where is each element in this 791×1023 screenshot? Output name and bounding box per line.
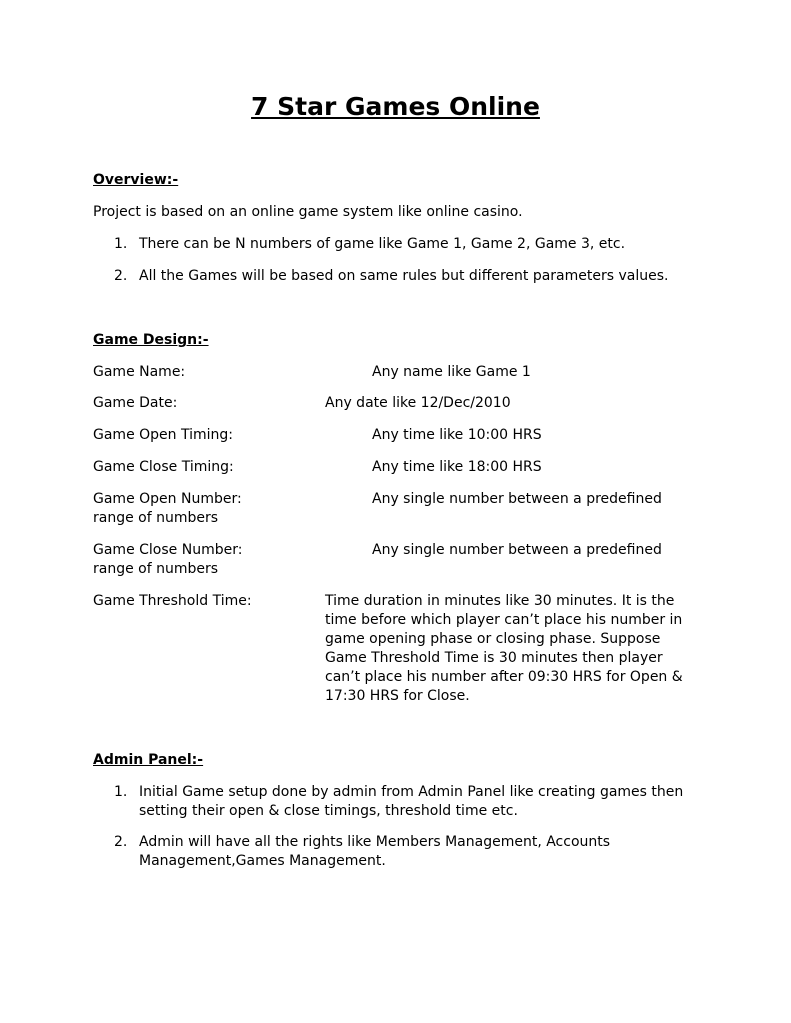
field-label-game-date: Game Date: — [93, 395, 178, 411]
overview-heading: Overview:- — [93, 172, 179, 188]
list-text: Management,Games Management. — [139, 853, 386, 869]
overview-intro: Project is based on an online game system like online casino. — [93, 204, 523, 220]
list-text: setting their open & close timings, threshold time etc. — [139, 803, 518, 819]
field-value-threshold-line: Time duration in minutes like 30 minutes. It is the — [325, 593, 675, 609]
list-text: All the Games will be based on same rules but different parameters values. — [139, 268, 669, 284]
list-number: 1. — [114, 236, 128, 252]
admin-panel-heading: Admin Panel:- — [93, 752, 204, 768]
field-value-threshold-line: game opening phase or closing phase. Suppose — [325, 631, 661, 647]
field-value-game-date: Any date like 12/Dec/2010 — [325, 395, 511, 411]
field-value-close-number-continuation: range of numbers — [93, 561, 219, 577]
field-value-threshold-line: can’t place his number after 09:30 HRS for Open & — [325, 669, 683, 685]
field-label-game-name: Game Name: — [93, 364, 186, 380]
field-value-threshold-line: 17:30 HRS for Close. — [325, 688, 470, 704]
list-text: There can be N numbers of game like Game 1, Game 2, Game 3, etc. — [139, 236, 626, 252]
document-title: 7 Star Games Online — [251, 92, 540, 121]
field-label-open-timing: Game Open Timing: — [93, 427, 233, 443]
game-design-heading: Game Design:- — [93, 332, 209, 348]
field-label-close-timing: Game Close Timing: — [93, 459, 234, 475]
field-value-open-number-continuation: range of numbers — [93, 510, 219, 526]
list-number: 2. — [114, 268, 128, 284]
field-value-threshold-line: time before which player can’t place his number in — [325, 612, 683, 628]
field-value-close-number: Any single number between a predefined — [372, 542, 662, 558]
field-value-game-name: Any name like Game 1 — [372, 364, 531, 380]
list-number: 2. — [114, 834, 128, 850]
field-label-open-number: Game Open Number: — [93, 491, 242, 507]
list-text: Admin will have all the rights like Members Management, Accounts — [139, 834, 611, 850]
list-text: Initial Game setup done by admin from Admin Panel like creating games then — [139, 784, 684, 800]
field-value-close-timing: Any time like 18:00 HRS — [372, 459, 542, 475]
list-number: 1. — [114, 784, 128, 800]
field-value-threshold-line: Game Threshold Time is 30 minutes then player — [325, 650, 663, 666]
field-value-open-number: Any single number between a predefined — [372, 491, 662, 507]
field-value-open-timing: Any time like 10:00 HRS — [372, 427, 542, 443]
field-label-close-number: Game Close Number: — [93, 542, 243, 558]
field-label-threshold-time: Game Threshold Time: — [93, 593, 252, 609]
